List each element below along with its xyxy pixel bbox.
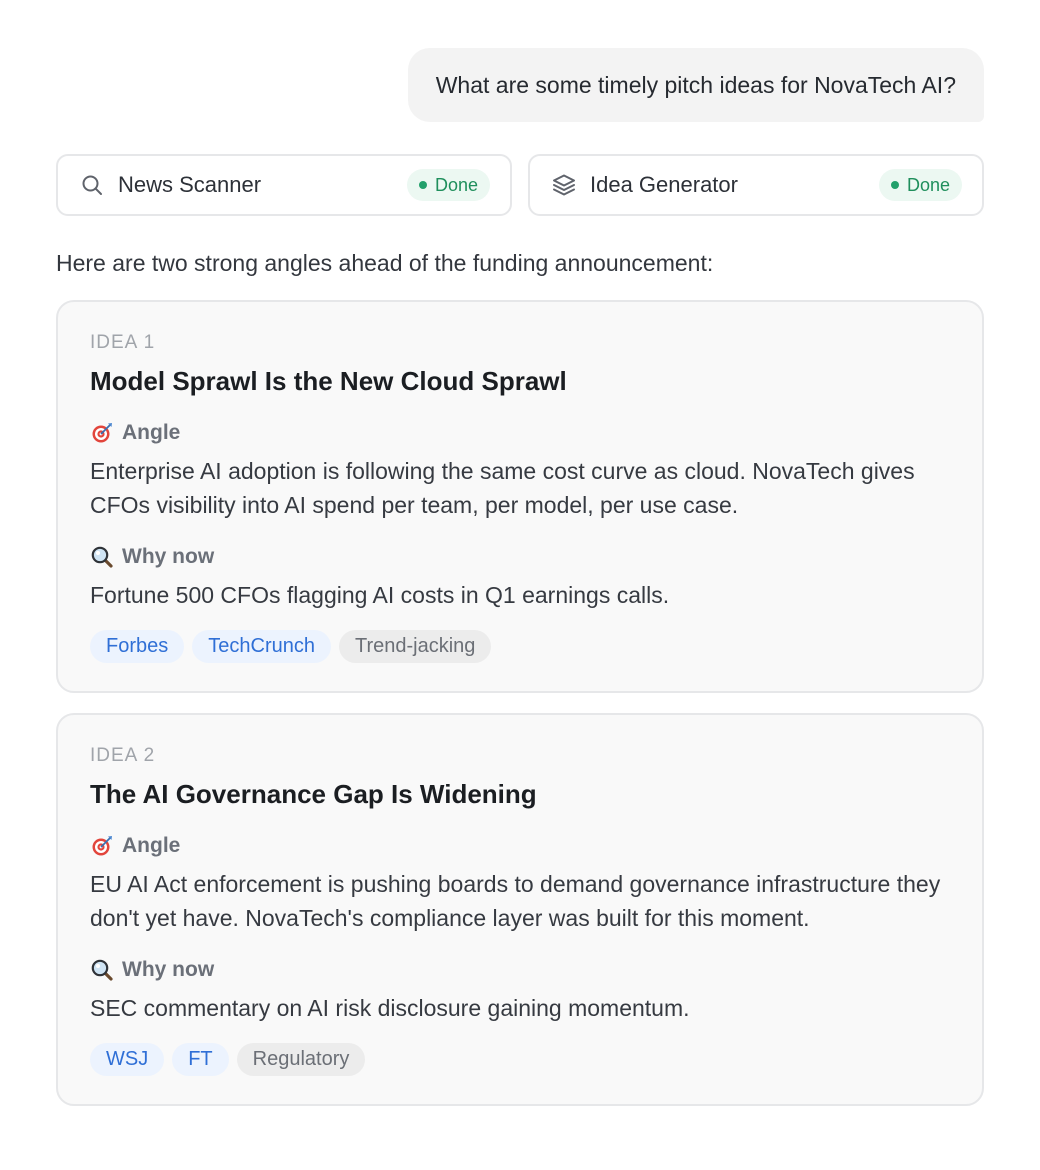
- target-icon: [90, 834, 114, 858]
- category-tag: Trend-jacking: [339, 630, 491, 663]
- why-now-heading-label: Why now: [122, 545, 215, 568]
- angle-heading: [90, 833, 950, 859]
- why-now-text: Fortune 500 CFOs flagging AI costs in Q1 earnings calls.: [90, 582, 670, 608]
- source-tag[interactable]: WSJ: [90, 1043, 164, 1076]
- status-label: Done: [906, 174, 950, 195]
- why-now-heading-label: Why now: [122, 958, 215, 981]
- source-tag[interactable]: TechCrunch: [192, 630, 331, 663]
- layers-icon: [550, 171, 578, 199]
- angle-text: EU AI Act enforcement is pushing boards to demand governance infrastructure they don't yet have. NovaTech's compliance layer was built for this moment.: [90, 871, 941, 931]
- tool-name: Idea Generator: [590, 172, 738, 197]
- tag-list: [90, 1043, 950, 1076]
- search-icon: [78, 171, 106, 199]
- tool-name: News Scanner: [118, 172, 262, 197]
- why-now-text: SEC commentary on AI risk disclosure gaining momentum.: [90, 995, 690, 1021]
- status-badge: [879, 169, 962, 201]
- status-dot: [891, 181, 899, 189]
- tag-list: [90, 630, 950, 663]
- source-tag[interactable]: FT: [172, 1043, 228, 1076]
- idea-title: Model Sprawl Is the New Cloud Sprawl: [90, 366, 567, 396]
- status-label: Done: [434, 174, 478, 195]
- source-tag[interactable]: Forbes: [90, 630, 184, 663]
- magnifier-icon: [90, 958, 114, 982]
- user-message-bubble: What are some timely pitch ideas for NovaTech AI?: [408, 48, 984, 122]
- user-message-row: [56, 48, 984, 122]
- tool-card-news-scanner[interactable]: [56, 154, 512, 216]
- assistant-intro: Here are two strong angles ahead of the funding announcement:: [56, 250, 714, 276]
- tool-results: [56, 154, 984, 216]
- angle-heading-label: Angle: [122, 834, 181, 857]
- tool-card-idea-generator[interactable]: [528, 154, 984, 216]
- angle-heading: [90, 420, 950, 446]
- idea-card-1: [56, 300, 984, 693]
- magnifier-icon: [90, 545, 114, 569]
- idea-title: The AI Governance Gap Is Widening: [90, 779, 537, 809]
- category-tag: Regulatory: [237, 1043, 366, 1076]
- angle-heading-label: Angle: [122, 421, 181, 444]
- idea-card-2: [56, 713, 984, 1106]
- why-now-heading: [90, 544, 950, 570]
- idea-label: IDEA 2: [90, 745, 156, 766]
- idea-label: IDEA 1: [90, 332, 156, 353]
- angle-text: Enterprise AI adoption is following the same cost curve as cloud. NovaTech gives CFOs visibility into AI spend per team, per model, per use case.: [90, 458, 915, 518]
- target-icon: [90, 421, 114, 445]
- why-now-heading: [90, 957, 950, 983]
- status-dot: [419, 181, 427, 189]
- status-badge: [407, 169, 490, 201]
